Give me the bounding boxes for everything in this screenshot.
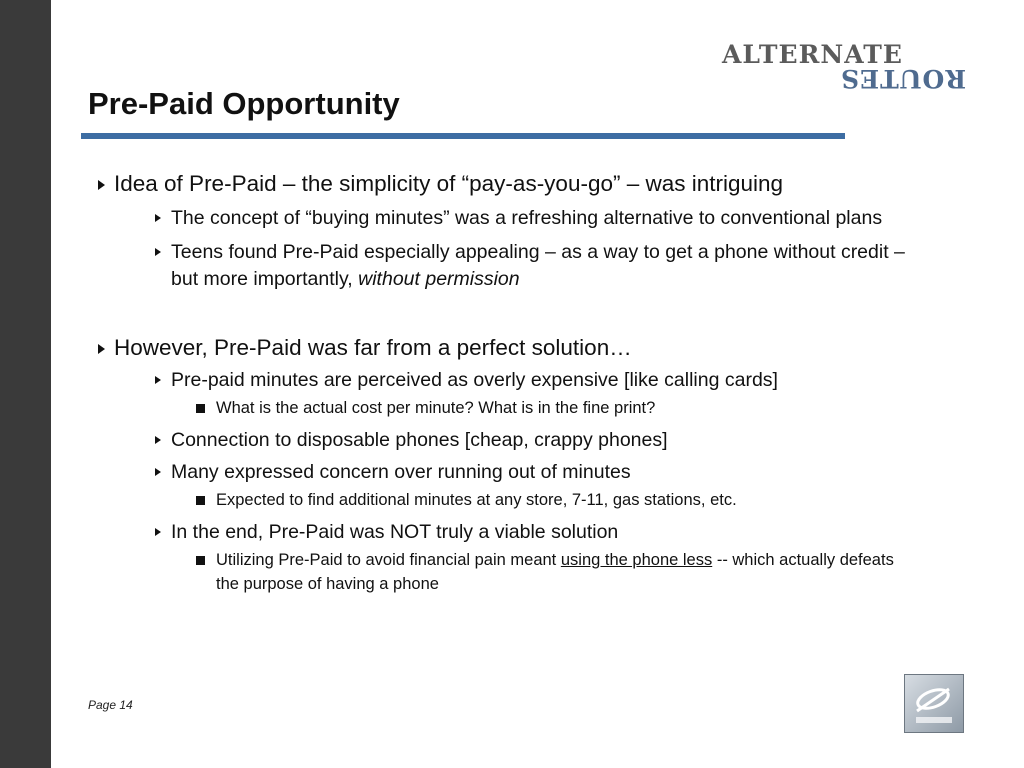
left-sidebar-bar [0, 0, 51, 768]
triangle-bullet-icon [155, 436, 161, 444]
triangle-bullet-icon [98, 180, 105, 190]
triangle-bullet-icon [155, 528, 161, 536]
bullet-level3-phone-less [196, 548, 916, 596]
bullet-level2-teens-appeal [153, 239, 916, 293]
title-underline-rule [81, 133, 845, 139]
square-bullet-icon [196, 404, 205, 413]
bullet-level2-not-viable [153, 519, 916, 546]
bullet-emphasis-text: without permission [358, 268, 520, 290]
bullet-text: However, Pre-Paid was far from a perfect solution… [114, 335, 632, 360]
bullet-level1-pre-paid-imperfect [96, 334, 916, 362]
triangle-bullet-icon [155, 376, 161, 384]
bullet-text: What is the actual cost per minute? What is in the fine print? [216, 399, 656, 417]
logo-line2: ROUTES [840, 64, 967, 93]
triangle-bullet-icon [155, 468, 161, 476]
bullet-level2-expensive-minutes [153, 367, 916, 394]
bullet-level3-cost-question [196, 396, 916, 420]
slide-content [96, 170, 916, 596]
alternate-routes-logo [722, 40, 974, 94]
slide-title: Pre-Paid Opportunity [88, 86, 400, 121]
bullet-text: In the end, Pre-Paid was NOT truly a viable solution [171, 521, 619, 543]
bullet-text: Connection to disposable phones [cheap, crappy phones] [171, 429, 668, 451]
bullet-text: Utilizing Pre-Paid to avoid financial pain meant [216, 551, 561, 569]
bullet-level1-pre-paid-idea [96, 170, 916, 198]
corner-logo-icon [905, 675, 963, 732]
square-bullet-icon [196, 556, 205, 565]
bullet-level3-additional-minutes [196, 488, 916, 512]
bullet-underlined-text: using the phone less [560, 551, 713, 569]
bullet-text: Expected to find additional minutes at any store, 7-11, gas stations, etc. [216, 491, 737, 509]
bullet-text: Many expressed concern over running out of minutes [171, 461, 631, 483]
logo-line1: ALTERNATE [722, 40, 903, 69]
triangle-bullet-icon [155, 248, 161, 256]
square-bullet-icon [196, 496, 205, 505]
bullet-level2-running-out [153, 459, 916, 486]
bullet-level2-buying-minutes [153, 205, 916, 232]
bullet-text-continued: -- which actually defeats the purpose of having a phone [216, 551, 894, 593]
corner-brand-logo [904, 674, 964, 733]
bullet-text: The concept of “buying minutes” was a refreshing alternative to conventional plans [171, 207, 883, 229]
page-number: Page 14 [88, 698, 133, 712]
triangle-bullet-icon [155, 214, 161, 222]
triangle-bullet-icon [98, 344, 105, 354]
bullet-text: Idea of Pre-Paid – the simplicity of “pay-as-you-go” – was intriguing [114, 171, 784, 196]
bullet-level2-disposable-phones [153, 427, 916, 454]
bullet-text: Teens found Pre-Paid especially appealing – as a way to get a phone without credit – but more importantly, [171, 241, 905, 290]
bullet-text: Pre-paid minutes are perceived as overly expensive [like calling cards] [171, 369, 778, 391]
